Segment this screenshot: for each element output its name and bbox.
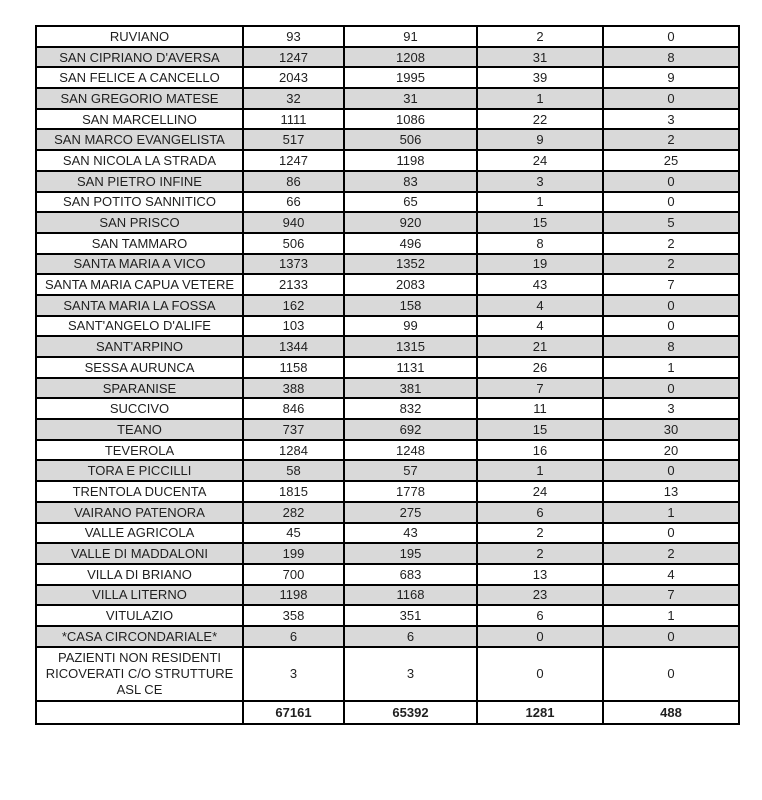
municipality-name-cell: VITULAZIO [36,605,243,626]
value-cell: 0 [603,523,739,544]
value-cell: 11 [477,398,603,419]
value-cell: 1247 [243,47,344,68]
municipality-name-cell: SAN GREGORIO MATESE [36,88,243,109]
value-cell: 1995 [344,67,477,88]
value-cell: 1 [603,357,739,378]
value-cell: 1352 [344,254,477,275]
value-cell: 2 [477,543,603,564]
value-cell: 2043 [243,67,344,88]
value-cell: 83 [344,171,477,192]
value-cell: 30 [603,419,739,440]
value-cell: 0 [603,647,739,701]
value-cell: 162 [243,295,344,316]
value-cell: 16 [477,440,603,461]
total-value-cell: 65392 [344,701,477,724]
value-cell: 0 [603,26,739,47]
value-cell: 1086 [344,109,477,130]
municipality-name-cell: SAN FELICE A CANCELLO [36,67,243,88]
value-cell: 496 [344,233,477,254]
municipality-name-cell: SUCCIVO [36,398,243,419]
value-cell: 58 [243,460,344,481]
value-cell: 13 [477,564,603,585]
value-cell: 31 [477,47,603,68]
table-row [36,67,739,88]
total-value-cell: 1281 [477,701,603,724]
table-row [36,460,739,481]
value-cell: 517 [243,129,344,150]
value-cell: 6 [243,626,344,647]
table-row [36,254,739,275]
table-row [36,171,739,192]
value-cell: 43 [344,523,477,544]
municipality-name-cell: SAN TAMMARO [36,233,243,254]
value-cell: 1 [603,502,739,523]
value-cell: 0 [477,626,603,647]
value-cell: 24 [477,150,603,171]
value-cell: 4 [477,316,603,337]
totals-name-cell [36,701,243,724]
value-cell: 0 [603,316,739,337]
table-row [36,295,739,316]
value-cell: 1 [477,88,603,109]
value-cell: 4 [603,564,739,585]
value-cell: 15 [477,212,603,233]
value-cell: 0 [603,192,739,213]
table-row [36,502,739,523]
value-cell: 13 [603,481,739,502]
table-row [36,564,739,585]
value-cell: 19 [477,254,603,275]
value-cell: 1344 [243,336,344,357]
value-cell: 3 [603,398,739,419]
municipality-name-cell: VAIRANO PATENORA [36,502,243,523]
value-cell: 0 [603,378,739,399]
table-row [36,647,739,701]
municipality-name-cell: SPARANISE [36,378,243,399]
value-cell: 8 [477,233,603,254]
value-cell: 45 [243,523,344,544]
value-cell: 1 [477,192,603,213]
municipality-name-cell: RUVIANO [36,26,243,47]
value-cell: 1315 [344,336,477,357]
value-cell: 8 [603,336,739,357]
value-cell: 737 [243,419,344,440]
value-cell: 2083 [344,274,477,295]
value-cell: 683 [344,564,477,585]
value-cell: 65 [344,192,477,213]
value-cell: 1131 [344,357,477,378]
value-cell: 5 [603,212,739,233]
table-row [36,274,739,295]
table-row [36,543,739,564]
table-row [36,605,739,626]
value-cell: 21 [477,336,603,357]
value-cell: 99 [344,316,477,337]
table-body [36,26,739,724]
municipality-name-cell: SAN PRISCO [36,212,243,233]
value-cell: 1208 [344,47,477,68]
value-cell: 1247 [243,150,344,171]
table-row [36,129,739,150]
value-cell: 6 [477,502,603,523]
value-cell: 1198 [344,150,477,171]
table-row [36,233,739,254]
value-cell: 0 [477,647,603,701]
value-cell: 358 [243,605,344,626]
table-row [36,585,739,606]
municipality-name-cell: TORA E PICCILLI [36,460,243,481]
value-cell: 15 [477,419,603,440]
value-cell: 1778 [344,481,477,502]
municipality-name-cell: SANT'ANGELO D'ALIFE [36,316,243,337]
value-cell: 1168 [344,585,477,606]
municipality-name-cell: VILLA LITERNO [36,585,243,606]
value-cell: 3 [477,171,603,192]
table-row [36,212,739,233]
municipality-name-cell: VALLE AGRICOLA [36,523,243,544]
value-cell: 506 [243,233,344,254]
value-cell: 275 [344,502,477,523]
value-cell: 0 [603,295,739,316]
municipality-name-cell: PAZIENTI NON RESIDENTI RICOVERATI C/O STRUTTURE ASL CE [36,647,243,701]
table-row [36,398,739,419]
value-cell: 2 [477,26,603,47]
table-row [36,440,739,461]
municipality-name-cell: SAN CIPRIANO D'AVERSA [36,47,243,68]
value-cell: 91 [344,26,477,47]
value-cell: 43 [477,274,603,295]
total-value-cell: 488 [603,701,739,724]
table-row [36,626,739,647]
value-cell: 2 [603,233,739,254]
value-cell: 26 [477,357,603,378]
municipality-name-cell: SAN PIETRO INFINE [36,171,243,192]
value-cell: 4 [477,295,603,316]
value-cell: 2 [603,254,739,275]
value-cell: 32 [243,88,344,109]
municipality-name-cell: SANTA MARIA LA FOSSA [36,295,243,316]
value-cell: 1284 [243,440,344,461]
value-cell: 7 [603,585,739,606]
value-cell: 506 [344,129,477,150]
table-row [36,316,739,337]
municipality-name-cell: SANTA MARIA A VICO [36,254,243,275]
municipality-name-cell: SAN NICOLA LA STRADA [36,150,243,171]
value-cell: 3 [243,647,344,701]
value-cell: 9 [603,67,739,88]
value-cell: 1815 [243,481,344,502]
municipality-data-table [35,25,740,725]
total-value-cell: 67161 [243,701,344,724]
value-cell: 6 [477,605,603,626]
value-cell: 86 [243,171,344,192]
value-cell: 0 [603,88,739,109]
value-cell: 24 [477,481,603,502]
value-cell: 0 [603,626,739,647]
table-row [36,88,739,109]
value-cell: 103 [243,316,344,337]
value-cell: 1373 [243,254,344,275]
table-row [36,192,739,213]
value-cell: 20 [603,440,739,461]
municipality-name-cell: VILLA DI BRIANO [36,564,243,585]
municipality-name-cell: VALLE DI MADDALONI [36,543,243,564]
table-row [36,150,739,171]
value-cell: 381 [344,378,477,399]
table-row [36,109,739,130]
municipality-name-cell: SAN MARCO EVANGELISTA [36,129,243,150]
value-cell: 1 [477,460,603,481]
value-cell: 351 [344,605,477,626]
value-cell: 57 [344,460,477,481]
value-cell: 6 [344,626,477,647]
value-cell: 846 [243,398,344,419]
value-cell: 1111 [243,109,344,130]
municipality-name-cell: TEVEROLA [36,440,243,461]
value-cell: 22 [477,109,603,130]
value-cell: 7 [477,378,603,399]
value-cell: 195 [344,543,477,564]
value-cell: 25 [603,150,739,171]
municipality-name-cell: TEANO [36,419,243,440]
table-row [36,378,739,399]
table-row [36,419,739,440]
totals-row [36,701,739,724]
table-row [36,357,739,378]
value-cell: 2133 [243,274,344,295]
value-cell: 700 [243,564,344,585]
value-cell: 0 [603,460,739,481]
table-row [36,26,739,47]
value-cell: 199 [243,543,344,564]
table-row [36,481,739,502]
value-cell: 7 [603,274,739,295]
value-cell: 692 [344,419,477,440]
value-cell: 23 [477,585,603,606]
table-row [36,336,739,357]
value-cell: 9 [477,129,603,150]
value-cell: 31 [344,88,477,109]
value-cell: 1 [603,605,739,626]
value-cell: 39 [477,67,603,88]
municipality-name-cell: *CASA CIRCONDARIALE* [36,626,243,647]
value-cell: 2 [603,129,739,150]
municipality-name-cell: SAN POTITO SANNITICO [36,192,243,213]
value-cell: 388 [243,378,344,399]
value-cell: 3 [603,109,739,130]
value-cell: 0 [603,171,739,192]
value-cell: 1198 [243,585,344,606]
value-cell: 2 [477,523,603,544]
municipality-name-cell: TRENTOLA DUCENTA [36,481,243,502]
value-cell: 8 [603,47,739,68]
municipality-name-cell: SAN MARCELLINO [36,109,243,130]
municipality-name-cell: SANTA MARIA CAPUA VETERE [36,274,243,295]
value-cell: 1158 [243,357,344,378]
value-cell: 1248 [344,440,477,461]
municipality-name-cell: SANT'ARPINO [36,336,243,357]
value-cell: 920 [344,212,477,233]
value-cell: 832 [344,398,477,419]
municipality-name-cell: SESSA AURUNCA [36,357,243,378]
table-row [36,47,739,68]
value-cell: 66 [243,192,344,213]
value-cell: 93 [243,26,344,47]
value-cell: 2 [603,543,739,564]
value-cell: 3 [344,647,477,701]
value-cell: 282 [243,502,344,523]
value-cell: 940 [243,212,344,233]
value-cell: 158 [344,295,477,316]
table-row [36,523,739,544]
